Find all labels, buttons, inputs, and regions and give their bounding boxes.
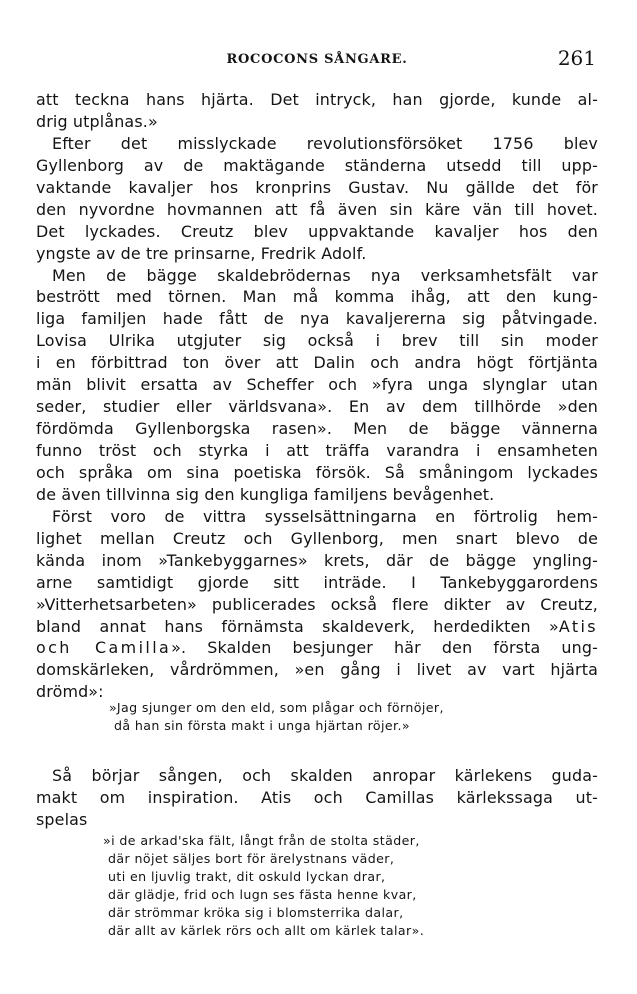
text-line: de även tillvinna sig den kungliga familjens bevågenhet. <box>36 484 495 504</box>
verse-line: »i de arkad'ska fält, långt från de stolta städer, <box>103 833 420 848</box>
text-fragment: bland annat hans förnämsta skaldeverk, herdedikten » <box>36 616 559 636</box>
paragraph-start: Så börjar sången, och skalden anropar kärlekens guda- <box>52 766 598 785</box>
text-line: att teckna hans hjärta. Det intryck, han gjorde, kunde al- <box>36 90 598 109</box>
text-fragment: ». Skalden besjunger här den första ung- <box>171 638 598 658</box>
verse-line: där allt av kärlek rörs och allt om kärlek talar». <box>108 923 425 938</box>
text-line: i en förbittrad ton över att Dalin och andra högt förtjänta <box>36 353 598 373</box>
text-line: spelas <box>36 809 88 829</box>
text-line <box>36 637 598 659</box>
text-line: fördömda Gyllenborgska rasen». Men de bägge vännerna <box>36 419 598 439</box>
text-line: Det lyckades. Creutz blev uppvaktande kavaljer hos den <box>36 221 598 241</box>
text-line: funno tröst och styrka i att träffa varandra i ensamheten <box>36 441 598 460</box>
running-header <box>36 46 598 76</box>
text-line: seder, studier eller världsvana». En av dem tillhörde »den <box>36 397 598 417</box>
text-line: och språka om sina poetiska försök. Så småningom lyckades <box>36 462 598 482</box>
text-line: »Vitterhetsarbeten» publicerades också flere dikter av Creutz, <box>36 594 598 614</box>
text-line: makt om inspiration. Atis och Camillas kärlekssaga ut- <box>36 787 598 807</box>
paragraph-start: Men de bägge skaldebrödernas nya verksamhetsfält var <box>52 265 598 285</box>
paragraph-start: Efter det misslyckade revolutionsförsöket 1756 blev <box>52 133 598 153</box>
verse-line: »Jag sjunger om den eld, som plågar och förnöjer, <box>109 700 444 715</box>
verse-line: där nöjet säljes bort för ärelystnans väder, <box>108 851 395 866</box>
verse-quote-1 <box>109 699 444 735</box>
text-line: Gyllenborg av de maktägande ständerna utsedd till upp- <box>36 155 598 175</box>
text-line <box>36 616 598 638</box>
verse-line: uti en ljuvlig trakt, dit oskuld lyckan drar, <box>108 869 386 884</box>
text-line: män blivit ersatta av Scheffer och »fyra unga slynglar utan <box>36 375 598 395</box>
page-number: 261 <box>557 46 596 70</box>
text-line: liga familjen hade fått de nya kavaljererna sig påtvingade. <box>36 309 598 329</box>
text-line: drig utplånas.» <box>36 111 158 131</box>
body-text-continued <box>36 765 598 831</box>
text-line: Lovisa Ulrika utgjuter sig också i brev till sin moder <box>36 331 598 351</box>
text-line: kända inom »Tankebyggarnes» krets, där de bägge yngling- <box>36 550 598 570</box>
text-line: drömd»: <box>36 682 104 702</box>
verse-line: då han sin första makt i unga hjärtan röjer.» <box>114 718 410 733</box>
text-line: den nyvordne hovmannen att få även sin käre vän till hovet. <box>36 199 598 219</box>
verse-line: där strömmar kröka sig i blomsterrika dalar, <box>108 905 404 920</box>
text-line: domskärleken, vårdrömmen, »en gång i livet av vart hjärta <box>36 660 598 680</box>
verse-quote-2 <box>103 832 425 940</box>
poem-title-part: och Camilla <box>36 638 172 658</box>
verse-line: där glädje, frid och lugn ses fästa henne kvar, <box>108 887 417 902</box>
text-line: bestrött med törnen. Man må komma ihåg, att den kung- <box>36 287 598 307</box>
poem-title-part: Atis <box>558 616 598 636</box>
paragraph-start: Först voro de vittra sysselsättningarna en förtrolig hem- <box>52 506 598 526</box>
text-line: yngste av de tre prinsarne, Fredrik Adolf. <box>36 243 367 263</box>
body-text <box>36 89 598 703</box>
running-title: ROCOCONS SÅNGARE. <box>226 52 408 67</box>
text-line: lighet mellan Creutz och Gyllenborg, men snart blevo de <box>36 528 598 548</box>
text-line: arne samtidigt gjorde sitt inträde. I Tankebyggarordens <box>36 572 598 592</box>
text-line: vaktande kavaljer hos kronprins Gustav. Nu gällde det för <box>36 177 598 197</box>
